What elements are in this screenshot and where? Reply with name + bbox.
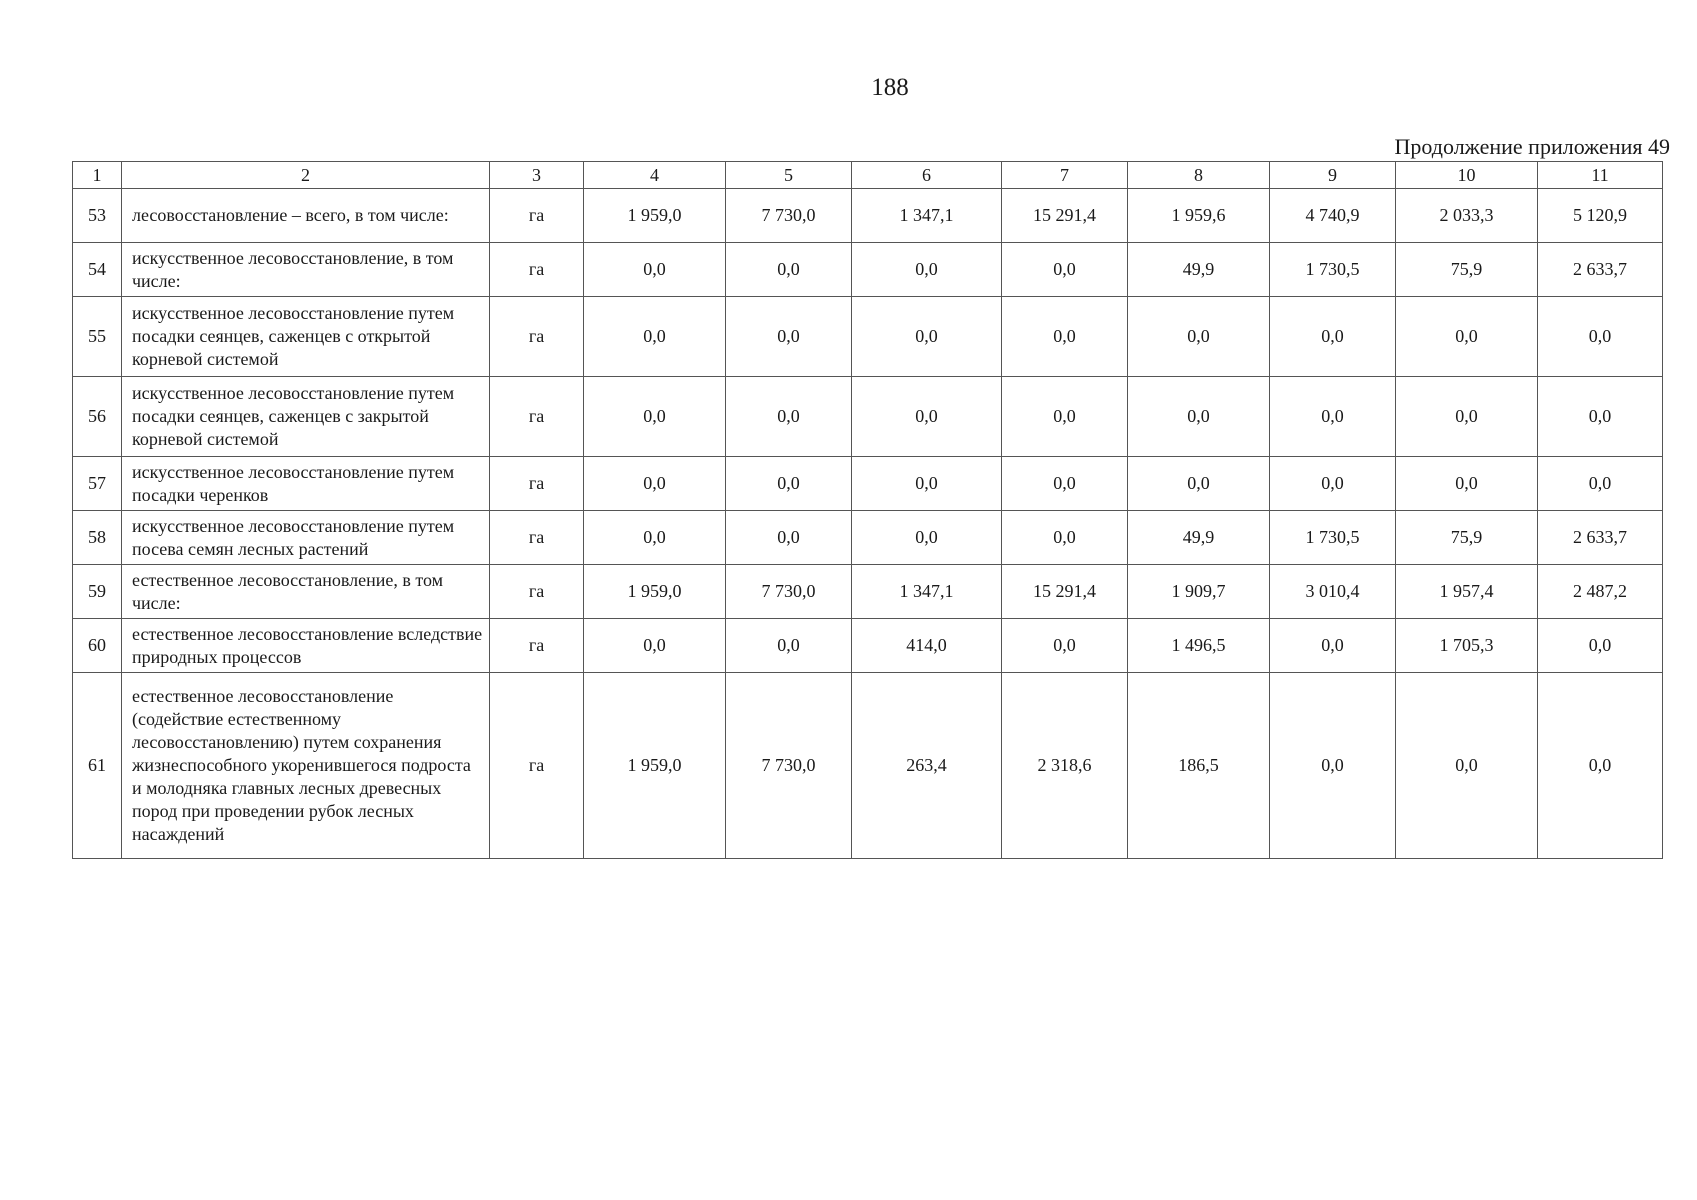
cell-value: 1 730,5 xyxy=(1270,243,1396,297)
cell-value: 0,0 xyxy=(1270,673,1396,859)
table-row xyxy=(73,565,1663,619)
row-unit: га xyxy=(490,565,584,619)
row-unit: га xyxy=(490,457,584,511)
table-row xyxy=(73,673,1663,859)
column-header: 6 xyxy=(852,162,1002,189)
cell-value: 0,0 xyxy=(852,297,1002,377)
column-header: 4 xyxy=(584,162,726,189)
row-number: 61 xyxy=(73,673,122,859)
cell-value: 1 705,3 xyxy=(1396,619,1538,673)
cell-value: 0,0 xyxy=(726,619,852,673)
cell-value: 0,0 xyxy=(584,297,726,377)
cell-value: 2 033,3 xyxy=(1396,189,1538,243)
row-number: 59 xyxy=(73,565,122,619)
cell-value: 5 120,9 xyxy=(1538,189,1663,243)
cell-value: 0,0 xyxy=(852,457,1002,511)
data-table xyxy=(72,161,1663,859)
cell-value: 75,9 xyxy=(1396,243,1538,297)
cell-value: 49,9 xyxy=(1128,511,1270,565)
table-row xyxy=(73,511,1663,565)
cell-value: 1 959,6 xyxy=(1128,189,1270,243)
cell-value: 2 318,6 xyxy=(1002,673,1128,859)
row-number: 55 xyxy=(73,297,122,377)
cell-value: 0,0 xyxy=(584,457,726,511)
cell-value: 0,0 xyxy=(1128,457,1270,511)
cell-value: 1 909,7 xyxy=(1128,565,1270,619)
cell-value: 0,0 xyxy=(1396,673,1538,859)
cell-value: 1 347,1 xyxy=(852,189,1002,243)
cell-value: 0,0 xyxy=(1128,297,1270,377)
table-row xyxy=(73,243,1663,297)
row-description: естественное лесовосстановление (содействие естественному лесовосстановлению) путем сохранения жизнеспособного укоренившегося подроста и молодняка главных лесных древесных пород при проведении рубок лесных насаждений xyxy=(122,673,490,859)
cell-value: 0,0 xyxy=(1396,297,1538,377)
cell-value: 0,0 xyxy=(1396,457,1538,511)
cell-value: 0,0 xyxy=(1538,673,1663,859)
cell-value: 0,0 xyxy=(1002,243,1128,297)
row-number: 53 xyxy=(73,189,122,243)
cell-value: 263,4 xyxy=(852,673,1002,859)
column-number-row xyxy=(73,162,1663,189)
cell-value: 1 959,0 xyxy=(584,673,726,859)
cell-value: 0,0 xyxy=(1538,457,1663,511)
cell-value: 1 957,4 xyxy=(1396,565,1538,619)
cell-value: 0,0 xyxy=(1538,377,1663,457)
cell-value: 0,0 xyxy=(1002,511,1128,565)
cell-value: 0,0 xyxy=(726,297,852,377)
cell-value: 0,0 xyxy=(1270,619,1396,673)
cell-value: 0,0 xyxy=(852,511,1002,565)
row-unit: га xyxy=(490,297,584,377)
row-unit: га xyxy=(490,619,584,673)
cell-value: 15 291,4 xyxy=(1002,189,1128,243)
row-unit: га xyxy=(490,511,584,565)
row-description: искусственное лесовосстановление, в том числе: xyxy=(122,243,490,297)
cell-value: 0,0 xyxy=(1002,457,1128,511)
cell-value: 1 959,0 xyxy=(584,189,726,243)
column-header: 8 xyxy=(1128,162,1270,189)
cell-value: 7 730,0 xyxy=(726,673,852,859)
row-description: искусственное лесовосстановление путем посадки черенков xyxy=(122,457,490,511)
cell-value: 0,0 xyxy=(1538,619,1663,673)
cell-value: 3 010,4 xyxy=(1270,565,1396,619)
cell-value: 0,0 xyxy=(1396,377,1538,457)
row-unit: га xyxy=(490,189,584,243)
cell-value: 0,0 xyxy=(584,511,726,565)
cell-value: 49,9 xyxy=(1128,243,1270,297)
column-header: 1 xyxy=(73,162,122,189)
cell-value: 0,0 xyxy=(1538,297,1663,377)
cell-value: 414,0 xyxy=(852,619,1002,673)
cell-value: 0,0 xyxy=(726,377,852,457)
cell-value: 15 291,4 xyxy=(1002,565,1128,619)
cell-value: 0,0 xyxy=(1002,619,1128,673)
column-header: 10 xyxy=(1396,162,1538,189)
row-number: 54 xyxy=(73,243,122,297)
table-row xyxy=(73,619,1663,673)
table-row xyxy=(73,457,1663,511)
cell-value: 75,9 xyxy=(1396,511,1538,565)
cell-value: 1 730,5 xyxy=(1270,511,1396,565)
column-header: 5 xyxy=(726,162,852,189)
row-description: искусственное лесовосстановление путем посадки сеянцев, саженцев с закрытой корневой системой xyxy=(122,377,490,457)
cell-value: 0,0 xyxy=(852,243,1002,297)
column-header: 3 xyxy=(490,162,584,189)
row-unit: га xyxy=(490,673,584,859)
cell-value: 186,5 xyxy=(1128,673,1270,859)
cell-value: 0,0 xyxy=(726,457,852,511)
cell-value: 0,0 xyxy=(584,619,726,673)
cell-value: 0,0 xyxy=(1270,457,1396,511)
row-number: 58 xyxy=(73,511,122,565)
table-row xyxy=(73,189,1663,243)
cell-value: 0,0 xyxy=(1002,377,1128,457)
row-unit: га xyxy=(490,243,584,297)
cell-value: 7 730,0 xyxy=(726,565,852,619)
column-header: 2 xyxy=(122,162,490,189)
cell-value: 0,0 xyxy=(1128,377,1270,457)
cell-value: 0,0 xyxy=(1002,297,1128,377)
cell-value: 0,0 xyxy=(1270,377,1396,457)
row-description: искусственное лесовосстановление путем посева семян лесных растений xyxy=(122,511,490,565)
cell-value: 2 633,7 xyxy=(1538,243,1663,297)
row-number: 57 xyxy=(73,457,122,511)
continuation-title: Продолжение приложения 49 xyxy=(1394,134,1670,159)
cell-value: 7 730,0 xyxy=(726,189,852,243)
table-row xyxy=(73,377,1663,457)
row-number: 60 xyxy=(73,619,122,673)
cell-value: 0,0 xyxy=(852,377,1002,457)
cell-value: 2 487,2 xyxy=(1538,565,1663,619)
cell-value: 1 959,0 xyxy=(584,565,726,619)
column-header: 11 xyxy=(1538,162,1663,189)
row-description: естественное лесовосстановление вследствие природных процессов xyxy=(122,619,490,673)
row-description: лесовосстановление – всего, в том числе: xyxy=(122,189,490,243)
cell-value: 0,0 xyxy=(726,511,852,565)
cell-value: 2 633,7 xyxy=(1538,511,1663,565)
cell-value: 0,0 xyxy=(584,377,726,457)
cell-value: 4 740,9 xyxy=(1270,189,1396,243)
cell-value: 1 496,5 xyxy=(1128,619,1270,673)
row-number: 56 xyxy=(73,377,122,457)
cell-value: 0,0 xyxy=(726,243,852,297)
cell-value: 1 347,1 xyxy=(852,565,1002,619)
row-description: искусственное лесовосстановление путем посадки сеянцев, саженцев с открытой корневой системой xyxy=(122,297,490,377)
column-header: 7 xyxy=(1002,162,1128,189)
column-header: 9 xyxy=(1270,162,1396,189)
row-description: естественное лесовосстановление, в том числе: xyxy=(122,565,490,619)
row-unit: га xyxy=(490,377,584,457)
cell-value: 0,0 xyxy=(584,243,726,297)
table-row xyxy=(73,297,1663,377)
page-number: 188 xyxy=(871,74,909,101)
cell-value: 0,0 xyxy=(1270,297,1396,377)
